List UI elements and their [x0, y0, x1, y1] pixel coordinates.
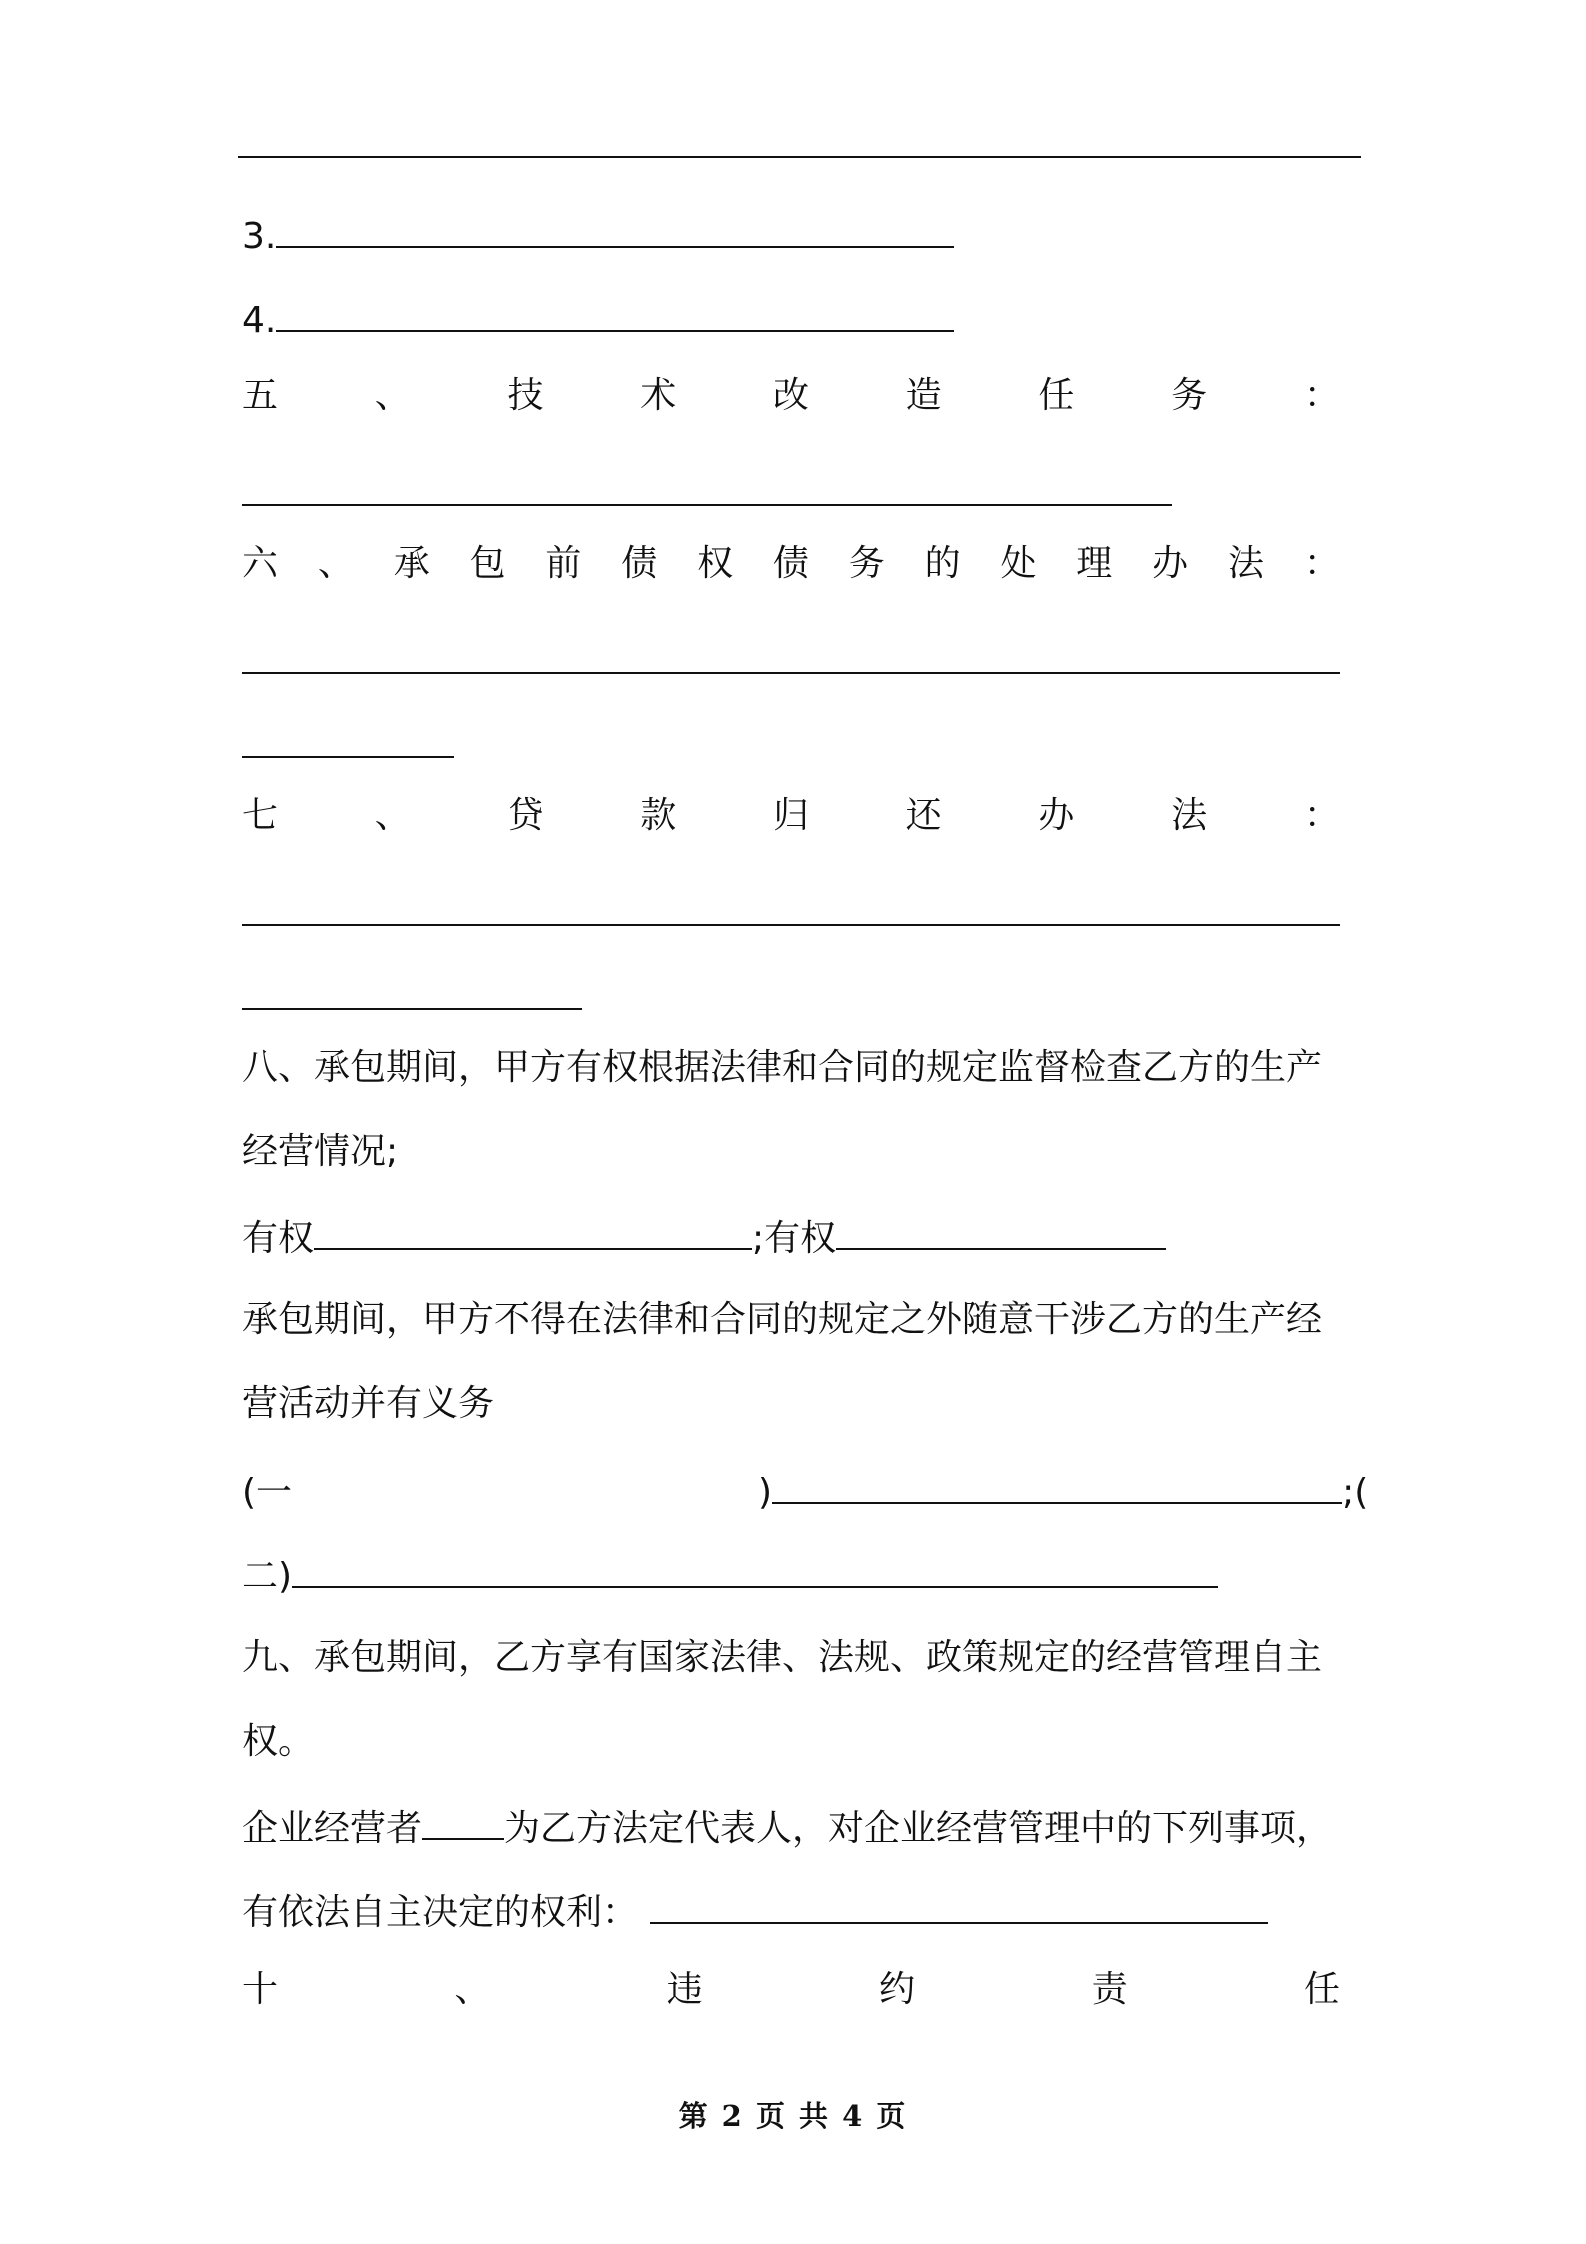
heading-char: 十	[242, 1969, 279, 2010]
list-item-4	[242, 296, 954, 343]
heading-char: 办	[1038, 795, 1075, 836]
heading-char: 前	[545, 543, 582, 584]
blank-field	[242, 924, 1340, 926]
heading-char: ：	[1303, 543, 1340, 584]
blank-field	[422, 1804, 504, 1840]
heading-char: 违	[666, 1969, 703, 2010]
duty-line-2: 营活动并有义务	[242, 1383, 495, 1424]
section-8-line-2: 经营情况;	[242, 1131, 399, 1172]
heading-char: 贷	[507, 795, 544, 836]
heading-char: 债	[772, 543, 809, 584]
paren-open: (一	[242, 1472, 293, 1513]
heading-char: 务	[1171, 375, 1208, 416]
duty-line-1: 承包期间，甲方不得在法律和合同的规定之外随意干涉乙方的生产经	[242, 1299, 1323, 1340]
heading-char: 、	[374, 375, 411, 416]
section-8-line-1: 八、承包期间，甲方有权根据法律和合同的规定监督检查乙方的生产	[242, 1047, 1323, 1088]
heading-char: 、	[374, 795, 411, 836]
heading-char: 债	[621, 543, 658, 584]
section-5-heading	[242, 374, 1340, 418]
section-7-heading	[242, 794, 1340, 838]
manager-text: 为乙方法定代表人，对企业经营管理中的下列事项，	[504, 1808, 1333, 1849]
rights-label-b: ;有权	[752, 1218, 837, 1259]
heading-char: 法	[1227, 543, 1264, 584]
duty-item-2	[242, 1552, 1218, 1599]
heading-char: 法	[1171, 795, 1208, 836]
header-rule	[238, 156, 1361, 158]
heading-char: 的	[924, 543, 961, 584]
heading-char: 任	[1303, 1969, 1340, 2010]
blank-field	[276, 212, 954, 248]
paren-label: 二)	[242, 1556, 293, 1597]
heading-char: 处	[1000, 543, 1037, 584]
heading-char: 五	[242, 375, 279, 416]
heading-char: ：	[1303, 795, 1340, 836]
rights-line	[242, 1214, 1166, 1261]
blank-field	[242, 504, 1172, 506]
manager-rights-label: 有依法自主决定的权利：	[242, 1892, 639, 1933]
section-10-heading	[242, 1968, 1340, 2012]
blank-field	[242, 1008, 582, 1010]
heading-char: 任	[1038, 375, 1075, 416]
heading-char: 改	[772, 375, 809, 416]
heading-char: 办	[1152, 543, 1189, 584]
heading-char: 还	[905, 795, 942, 836]
manager-label: 企业经营者	[242, 1808, 423, 1849]
rights-label-a: 有权	[242, 1218, 315, 1259]
blank-field	[836, 1214, 1166, 1250]
duty-item-1	[242, 1468, 1369, 1515]
paren-close: )	[758, 1472, 773, 1513]
blank-field	[772, 1468, 1342, 1504]
heading-char: 七	[242, 795, 279, 836]
heading-char: 理	[1076, 543, 1113, 584]
heading-char: 包	[469, 543, 506, 584]
heading-char: 、	[317, 543, 354, 584]
section-9-line-1: 九、承包期间，乙方享有国家法律、法规、政策规定的经营管理自主	[242, 1637, 1323, 1678]
item-number: 3.	[242, 216, 277, 257]
blank-field	[314, 1214, 752, 1250]
heading-char: 权	[697, 543, 734, 584]
page-number: 第 2 页 共 4 页	[678, 2099, 908, 2133]
heading-char: 务	[848, 543, 885, 584]
section-6-heading	[242, 542, 1340, 586]
heading-char: 六	[242, 543, 279, 584]
heading-char: 归	[772, 795, 809, 836]
section-9-line-2: 权。	[242, 1721, 315, 1762]
manager-line-1	[242, 1804, 1332, 1851]
heading-char: 技	[507, 375, 544, 416]
heading-char: 造	[905, 375, 942, 416]
heading-char: 术	[640, 375, 677, 416]
heading-char: 约	[879, 1969, 916, 2010]
paren-end: ;(	[1342, 1472, 1369, 1513]
item-number: 4.	[242, 300, 277, 341]
manager-line-2	[242, 1888, 1268, 1935]
list-item-3	[242, 212, 954, 259]
blank-field	[276, 296, 954, 332]
blank-field	[242, 756, 454, 758]
heading-char: 责	[1091, 1969, 1128, 2010]
heading-char: ：	[1303, 375, 1340, 416]
blank-field	[650, 1888, 1268, 1924]
heading-char: 、	[454, 1969, 491, 2010]
blank-field	[292, 1552, 1218, 1588]
heading-char: 款	[640, 795, 677, 836]
blank-field	[242, 672, 1340, 674]
heading-char: 承	[393, 543, 430, 584]
